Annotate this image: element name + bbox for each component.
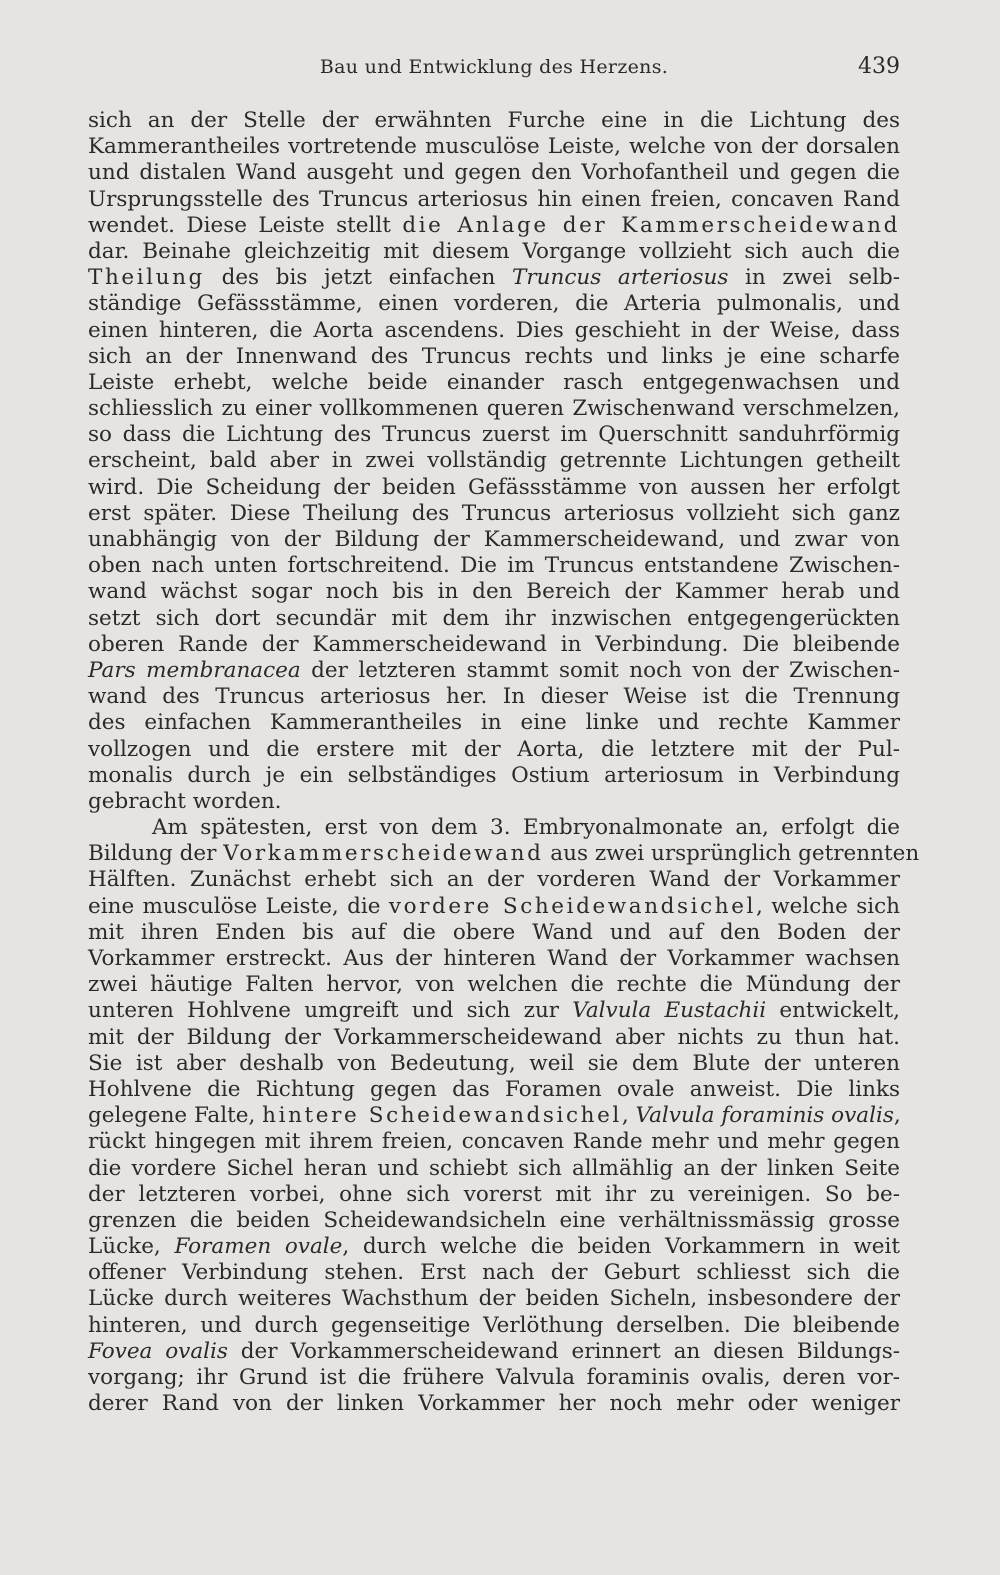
text-segment: Kammerantheiles vortretende musculöse Leiste, welche von der dorsalen <box>88 134 900 160</box>
text-segment: erst später. Diese Theilung des Truncus arteriosus vollzieht sich ganz <box>88 500 900 526</box>
text-segment: der Vorkammerscheidewand erinnert an diesen Bildungs- <box>227 1338 901 1364</box>
text-segment: offener Verbindung stehen. Erst nach der Geburt schliesst sich die <box>88 1260 900 1286</box>
text-line <box>88 1234 900 1260</box>
body-text <box>88 108 920 1417</box>
text-segment: Am spätesten, erst von dem 3. Embryonalmonate an, erfolgt die <box>152 815 900 841</box>
text-segment: , welche sich <box>756 893 900 919</box>
text-segment: in zwei selb- <box>728 265 901 291</box>
text-line <box>88 370 900 396</box>
italic-term: Fovea ovalis <box>88 1338 228 1364</box>
text-segment: monalis durch je ein selbständiges Ostium arteriosum in Verbindung <box>88 762 900 788</box>
page-number: 439 <box>858 54 900 79</box>
text-line <box>88 815 900 841</box>
text-segment: vorgang; ihr Grund ist die frühere Valvula foraminis ovalis, deren vor- <box>88 1365 900 1390</box>
text-segment: der letzteren stammt somit noch von der Zwischen- <box>300 657 900 683</box>
text-segment: der letzteren vorbei, ohne sich vorerst mit ihr zu vereinigen. So be- <box>88 1181 900 1207</box>
text-line <box>88 291 900 317</box>
text-line <box>88 789 900 815</box>
text-segment: wand des Truncus arteriosus her. In dieser Weise ist die Trennung <box>88 684 900 710</box>
text-line <box>88 1365 900 1391</box>
text-line <box>88 1208 900 1234</box>
text-line <box>88 1025 900 1051</box>
text-segment: und distalen Wand ausgeht und gegen den Vorhofantheil und gegen die <box>88 160 900 186</box>
text-line <box>88 946 900 972</box>
spaced-emphasis: Vorkammerscheidewand <box>223 841 544 867</box>
text-segment: aus zwei ursprünglich getrennten <box>543 841 920 867</box>
text-line <box>88 1182 900 1208</box>
text-line <box>88 606 900 632</box>
italic-term: Valvula Eustachii <box>572 998 767 1024</box>
text-line <box>88 684 900 710</box>
text-segment: gebracht worden. <box>88 788 282 814</box>
spaced-emphasis: die Anlage der Kammerscheidewand <box>402 212 900 238</box>
text-line <box>88 1156 900 1182</box>
text-line <box>88 737 900 763</box>
text-segment: oben nach unten fortschreitend. Die im Truncus entstandene Zwischen- <box>88 553 900 579</box>
text-segment: dar. Beinahe gleichzeitig mit diesem Vorgange vollzieht sich auch die <box>88 238 900 264</box>
text-segment: mit der Bildung der Vorkammerscheidewand aber nichts zu thun hat. <box>88 1024 900 1050</box>
text-line <box>88 396 900 422</box>
running-title: Bau und Entwicklung des Herzens. <box>319 56 669 78</box>
text-segment: ständige Gefässstämme, einen vorderen, die Arteria pulmonalis, und <box>88 291 900 317</box>
text-segment: oberen Rande der Kammerscheidewand in Verbindung. Die bleibende <box>88 631 900 657</box>
text-line <box>88 1103 900 1129</box>
spaced-emphasis: vordere Scheidewandsichel <box>388 893 757 919</box>
text-line <box>88 501 900 527</box>
text-line <box>88 213 900 239</box>
text-line <box>88 867 900 893</box>
text-line <box>88 579 900 605</box>
text-segment: des bis jetzt einfachen <box>204 265 513 291</box>
text-segment: entwickelt, <box>766 998 900 1024</box>
text-segment: mit ihren Enden bis auf die obere Wand und auf den Boden der <box>88 919 900 945</box>
text-line <box>88 1077 900 1103</box>
spaced-emphasis: hintere Scheidewandsichel <box>262 1103 622 1129</box>
text-segment: Vorkammer erstreckt. Aus der hinteren Wand der Vorkammer wachsen <box>88 946 900 971</box>
text-line <box>88 1051 900 1077</box>
text-line <box>88 632 900 658</box>
text-segment: sich an der Innenwand des Truncus rechts und links je eine scharfe <box>88 343 900 369</box>
text-line <box>88 1286 900 1312</box>
text-line <box>88 1339 900 1365</box>
text-segment: Ursprungsstelle des Truncus arteriosus hin einen freien, concaven Rand <box>88 186 900 212</box>
text-line <box>88 658 900 684</box>
text-line <box>88 318 900 344</box>
text-line <box>88 344 900 370</box>
text-segment: wendet. Diese Leiste stellt <box>88 212 403 238</box>
text-line <box>88 134 900 160</box>
text-segment: Leiste erhebt, welche beide einander rasch entgegenwachsen und <box>88 369 900 395</box>
text-segment: Lücke, <box>88 1234 175 1260</box>
text-line <box>88 448 900 474</box>
text-segment: einen hinteren, die Aorta ascendens. Dies geschieht in der Weise, dass <box>88 317 900 343</box>
text-segment: schliesslich zu einer vollkommenen queren Zwischenwand verschmelzen, <box>88 396 900 422</box>
spaced-emphasis: Theilung <box>88 265 205 291</box>
text-line <box>88 553 900 579</box>
text-segment: Lücke durch weiteres Wachsthum der beiden Sicheln, insbesondere der <box>88 1286 900 1312</box>
text-segment: Sie ist aber deshalb von Bedeutung, weil sie dem Blute der unteren <box>88 1050 900 1076</box>
text-line <box>88 1260 900 1286</box>
text-segment: derer Rand von der linken Vorkammer her noch mehr oder weniger <box>88 1391 900 1417</box>
text-segment: so dass die Lichtung des Truncus zuerst im Querschnitt sanduhrförmig <box>88 422 900 448</box>
text-segment: des einfachen Kammerantheiles in eine linke und rechte Kammer <box>88 710 900 736</box>
italic-term: Pars membranacea <box>88 657 301 683</box>
text-line <box>88 972 900 998</box>
text-line <box>88 763 900 789</box>
text-segment: , <box>621 1103 636 1129</box>
text-line <box>88 1129 900 1155</box>
text-line <box>88 1391 900 1417</box>
text-line <box>88 187 900 213</box>
text-segment: zwei häutige Falten hervor, von welchen die rechte die Mündung der <box>88 972 900 998</box>
text-segment: wand wächst sogar noch bis in den Bereich der Kammer herab und <box>88 579 900 605</box>
text-line <box>88 160 900 186</box>
text-segment: sich an der Stelle der erwähnten Furche eine in die Lichtung des <box>88 108 900 133</box>
text-segment: setzt sich dort secundär mit dem ihr inzwischen entgegengerückten <box>88 605 900 631</box>
text-line <box>88 841 920 867</box>
text-segment: erscheint, bald aber in zwei vollständig getrennte Lichtungen getheilt <box>88 448 900 474</box>
text-segment: Hohlvene die Richtung gegen das Foramen ovale anweist. Die links <box>88 1076 900 1102</box>
text-segment: Bildung der <box>88 841 224 867</box>
text-line <box>88 265 900 291</box>
text-line <box>88 108 900 134</box>
text-line <box>88 1313 900 1339</box>
text-line <box>88 475 900 501</box>
text-line <box>88 422 900 448</box>
text-segment: Hälften. Zunächst erhebt sich an der vorderen Wand der Vorkammer <box>88 867 900 893</box>
text-segment: , durch welche die beiden Vorkammern in weit <box>342 1234 901 1260</box>
text-line <box>88 894 900 920</box>
text-line <box>88 239 900 265</box>
text-segment: gelegene Falte, <box>88 1103 263 1129</box>
italic-term: Foramen ovale <box>174 1234 343 1260</box>
text-segment: unteren Hohlvene umgreift und sich zur <box>88 998 573 1024</box>
italic-term: Valvula foraminis ovalis <box>635 1103 894 1129</box>
text-segment: grenzen die beiden Scheidewandsicheln eine verhältnissmässig grosse <box>88 1207 900 1233</box>
text-segment: hinteren, und durch gegenseitige Verlöthung derselben. Die bleibende <box>88 1312 900 1338</box>
text-line <box>88 527 900 553</box>
text-segment: rückt hingegen mit ihrem freien, concaven Rande mehr und mehr gegen <box>88 1129 900 1155</box>
text-segment: , <box>893 1103 901 1129</box>
text-segment: vollzogen und die erstere mit der Aorta, die letztere mit der Pul- <box>88 736 900 762</box>
text-segment: eine musculöse Leiste, die <box>88 893 389 919</box>
italic-term: Truncus arteriosus <box>512 265 729 291</box>
text-segment: wird. Die Scheidung der beiden Gefässstämme von aussen her erfolgt <box>88 474 900 500</box>
text-line <box>88 920 900 946</box>
text-segment: unabhängig von der Bildung der Kammerscheidewand, und zwar von <box>88 527 900 552</box>
text-line <box>88 710 900 736</box>
running-header <box>88 56 900 86</box>
text-line <box>88 998 900 1024</box>
text-segment: die vordere Sichel heran und schiebt sich allmählig an der linken Seite <box>88 1155 900 1181</box>
